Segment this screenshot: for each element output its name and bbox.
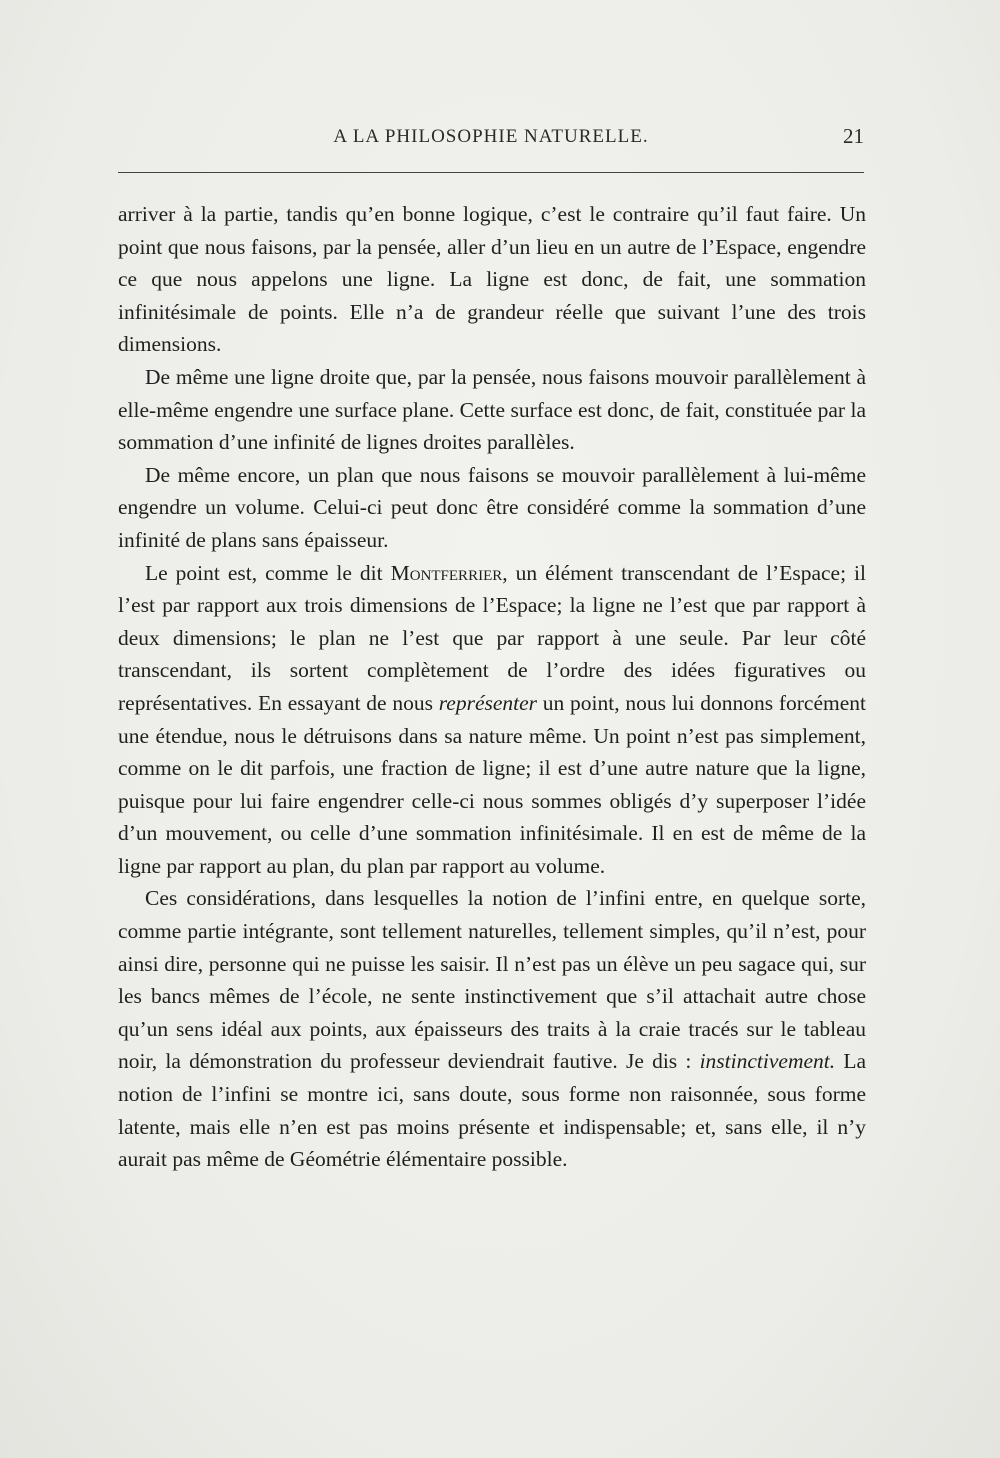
paragraph-4-part-2: , un élément transcendant de l’Espace; il l’est par rapport aux trois dimensions de l’Espace; la ligne ne l’est que par rapport à deux dimensions; le plan ne l’est que par rapport à une seule. Par leur côté transcendant, ils sortent complètement de l’ordre des idées figuratives ou représentatives. En essayant de nous xyxy=(118,560,866,715)
emphasis-instinctivement: instinctivement. xyxy=(699,1049,836,1074)
paragraph-3: De même encore, un plan que nous faisons se mouvoir parallèlement à lui-même engendre un volume. Celui-ci peut donc être considéré comme la sommation d’une infinité de plans sans épaisseur. xyxy=(118,462,866,552)
body-text xyxy=(118,198,866,1176)
running-head xyxy=(118,120,864,156)
emphasis-representer: représenter xyxy=(438,690,538,715)
paragraph-4-part-1: Le point est, comme le dit xyxy=(145,560,391,585)
paragraph-5-part-1: Ces considérations, dans lesquelles la notion de l’infini entre, en quelque sorte, comme partie intégrante, sont tellement naturelles, tellement simples, qu’il n’est, pour ainsi dire, personne qui ne puisse les saisir. Il n’est pas un élève un peu sagace qui, sur les bancs mêmes de l’école, ne sente instinctivement que s’il attachait autre chose qu’un sens idéal aux points, aux épaisseurs des traits à la craie tracés sur le tableau noir, la démonstration du professeur deviendrait fautive. Je dis : xyxy=(118,886,866,1074)
page-number: 21 xyxy=(843,124,864,148)
paragraph-5 xyxy=(118,882,866,1175)
paragraph-4 xyxy=(118,557,866,883)
paragraph-5-part-2: La notion de l’infini se montre ici, sans doute, sous forme non raisonnée, sous forme latente, mais elle n’en est pas moins présente et indispensable; et, sans elle, il n’y aurait pas même de Géométrie élémentaire possible. xyxy=(118,1049,866,1172)
author-name: Montferrier xyxy=(390,560,503,585)
running-head-title: A LA PHILOSOPHIE NATURELLE. xyxy=(333,126,649,147)
paragraph-4-part-3: un point, nous lui donnons forcément une étendue, nous le détruisons dans sa nature même. Un point n’est pas simplement, comme on le dit parfois, une fraction de ligne; il est d’une autre nature que la ligne, puisque pour lui faire engendrer celle-ci nous sommes obligés d’y superposer l’idée d’un mouvement, ou celle d’une sommation infinitésimale. Il en est de même de la ligne par rapport au plan, du plan par rapport au volume. xyxy=(118,690,866,878)
paragraph-1: arriver à la partie, tandis qu’en bonne logique, c’est le contraire qu’il faut faire. Un point que nous faisons, par la pensée, aller d’un lieu en un autre de l’Espace, engendre ce que nous appelons une ligne. La ligne est donc, de fait, une sommation infinitésimale de points. Elle n’a de grandeur réelle que suivant l’une des trois dimensions. xyxy=(118,202,866,357)
header-rule xyxy=(118,172,864,173)
paragraph-2: De même une ligne droite que, par la pensée, nous faisons mouvoir parallèlement à elle-même engendre une surface plane. Cette surface est donc, de fait, constituée par la sommation d’une infinité de lignes droites parallèles. xyxy=(118,364,866,455)
